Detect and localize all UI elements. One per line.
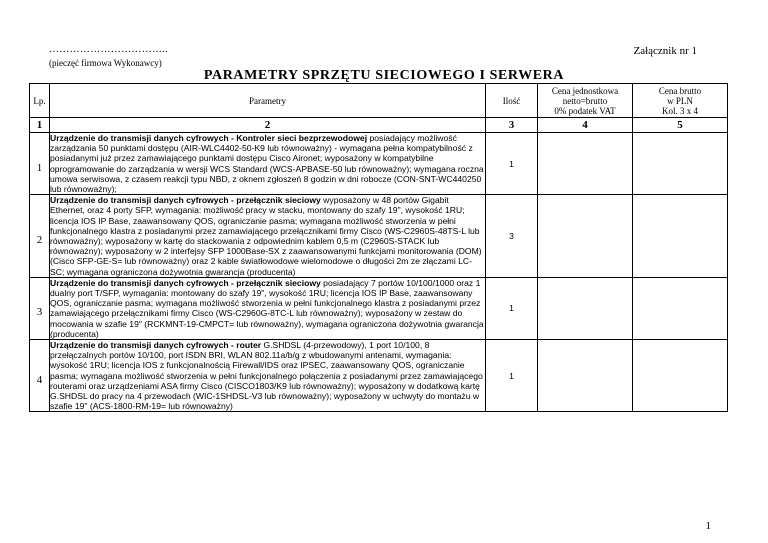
table-header-row	[30, 84, 728, 118]
row-lp-value: 4	[36, 373, 43, 386]
row-description	[50, 133, 486, 195]
document-title: PARAMETRY SPRZĘTU SIECIOWEGO I SERWERA	[203, 68, 565, 83]
column-number-3: 3	[486, 118, 538, 133]
header-lp: Lp.	[30, 84, 50, 118]
row-lp	[30, 133, 50, 195]
stamp-placeholder-dots: ……………………………..	[49, 44, 168, 55]
table-row	[30, 195, 728, 278]
row-text: G.SHDSL (4-przewodowy), 1 port 10/100, 8 przełączalnych portów 10/100, port ISDN BRI, WLAN 802.11a/b/g z wbudowanymi antenami, wymagania: wysokość 1RU; licencja IOS z funkcjonalnością Firewall/IDS oraz IPSEC, zaawansowany QOS, ograniczanie pasma; wymagana możliwość stworzenia w pełni funkcjonalnego połączenia z posiadanymi przez zamawiającego routerami oraz urządzeniami ASA firmy Cisco (CISCO1803/K9 lub równoważny); wyposażony w dodatkową kartę G.SHDSL do pracy na 4 przewodach (WIC-1SHDSL-V3 lub równoważny); wyposażony w uchwyty do montażu w szafie 19" (ACS-1800-RM-19= lub równoważny)	[50, 340, 483, 412]
header-params: Parametry	[50, 84, 486, 118]
row-unit-price-cell	[538, 277, 633, 339]
row-title: Urządzenie do transmisji danych cyfrowych - router	[50, 340, 262, 351]
row-title: Urządzenie do transmisji danych cyfrowych - Kontroler sieci bezprzewodowej	[50, 133, 368, 143]
header-unit-price-line-2: netto=brutto	[562, 95, 608, 106]
page-number: 1	[705, 520, 711, 532]
row-text: posiadający 7 portów 10/100/1000 oraz 1 dualny port T/SFP, wymagania: montowany do szafy 19", wysokość 1RU; licencja IOS IP Base, zaawansowany QOS, ograniczanie pasma; wymagana możliwość stworzenia w pełni funkcjonalnego klastra z posiadanymi przez zamawiającego przełącznikami firmy Cisco (WS-C2960G-8TC-L lub równoważny); wyposażony w zestaw do mocowania w szafie 19" (RCKMNT-19-CMPCT= lub równoważny), wymagana ograniczona dożywotnia gwarancja (producenta)	[50, 277, 484, 339]
row-gross-price-cell	[633, 277, 728, 339]
row-qty: 1	[486, 340, 538, 412]
row-qty: 1	[486, 133, 538, 195]
header-unit-price-line-1: Cena jednostkowa	[551, 85, 619, 96]
row-qty: 3	[486, 195, 538, 278]
parameters-table	[29, 83, 728, 412]
column-number-4: 4	[538, 118, 633, 133]
column-number-5: 5	[633, 118, 728, 133]
row-qty: 1	[486, 277, 538, 339]
row-gross-price-cell	[633, 133, 728, 195]
row-description	[50, 340, 486, 412]
row-unit-price-cell	[538, 195, 633, 278]
row-gross-price-cell	[633, 340, 728, 412]
row-description	[50, 277, 486, 339]
table-row	[30, 133, 728, 195]
header-qty: Ilość	[486, 84, 538, 118]
column-number-row	[30, 118, 728, 133]
annex-label: Załącznik nr 1	[633, 45, 697, 57]
row-title: Urządzenie do transmisji danych cyfrowych - przełącznik sieciowy	[50, 277, 321, 288]
table-row	[30, 340, 728, 412]
column-number-2: 2	[50, 118, 486, 133]
row-text: posiadający możliwość zarządzania 50 punktami dostępu (AIR-WLC4402-50-K9 lub równoważny) - wymagana pełna kompatybilność z posiadanymi już przez zamawiającego punktami dostępu Cisco Aironet; wyposażony w kompatybilne oprogramowanie do zarządzania w wersji WCS Standard (WCS-APBASE-50 lub równoważny); wymagana roczna umowa serwisowa, z czasem reakcji typu NBD, z oknem zgłoszeń 8 godzin w dni robocze (CON-SNT-WC440250 lub równoważny);	[50, 133, 484, 195]
row-lp	[30, 195, 50, 278]
table-row	[30, 277, 728, 339]
header-unit-price-line-3: 0% podatek VAT	[554, 105, 616, 116]
header-gross-line-3: Kol. 3 x 4	[662, 105, 698, 116]
header-unit-price	[538, 84, 633, 118]
row-lp-value: 1	[36, 161, 43, 174]
row-text: wyposażony w 48 portów Gigabit Ethernet, oraz 4 porty SFP, wymagania: możliwość pracy w stacku, montowany do szafy 19", wysokość 1RU; licencja IOS IP Base, zaawansowany QOS, ograniczanie pasma; wymagana możliwość stworzenia w pełni funkcjonalnego klastra z posiadanymi przez zamawiającego przełącznikami firmy Cisco (WS-C2960S-48TS-L lub równoważny); wyposażony w kartę do stackowania z odpowiednim kablem 0,5 m (C2960S-STACK lub równoważny); wyposażony w 2 interfejsy SFP 1000Base-SX z zaawansowanymi funkcjami monitorowania (DOM) (Cisco SFP-GE-S= lub równoważny) oraz 2 kable światłowodowe wielomodowe o długości 2m ze złączami LC-SC; wymagana ograniczona dożywotnia gwarancja (producenta)	[50, 195, 482, 277]
row-description	[50, 195, 486, 278]
header-gross-line-1: Cena brutto	[658, 85, 702, 96]
row-lp	[30, 340, 50, 412]
column-number-1: 1	[30, 118, 50, 133]
stamp-label: (pieczęć firmowa Wykonawcy)	[49, 58, 162, 68]
header-gross-price	[633, 84, 728, 118]
row-gross-price-cell	[633, 195, 728, 278]
header-gross-line-2: w PLN	[667, 95, 693, 106]
row-lp-value: 3	[36, 306, 43, 319]
row-lp	[30, 277, 50, 339]
row-unit-price-cell	[538, 133, 633, 195]
row-title: Urządzenie do transmisji danych cyfrowych - przełącznik sieciowy	[50, 195, 321, 206]
row-lp-value: 2	[36, 234, 43, 247]
row-unit-price-cell	[538, 340, 633, 412]
